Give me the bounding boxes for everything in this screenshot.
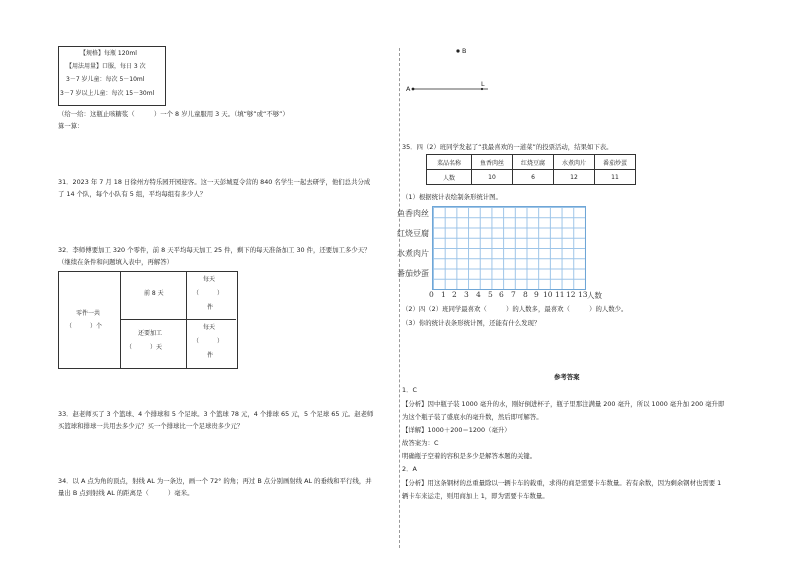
question-34-line-2: 量出 B 点到射线 AL 的距离是（ ）毫米。 [58, 489, 194, 497]
table-header: 番茄炒蛋 [595, 155, 636, 170]
axis-tick: 10 [543, 290, 553, 299]
answer-line: 故答案为：C [402, 439, 439, 447]
q32-per-day-2: 每天 [203, 324, 216, 331]
question-32-line-1: 32．李师傅要加工 320 个零件，前 8 天平均每天加工 25 件，剩下的每天准备加工 30 件，还要加工多少天？ [58, 246, 371, 254]
answer-line: 1．C [402, 386, 417, 394]
calc-title: 算一算： [58, 122, 84, 130]
table-header: 鱼香肉丝 [472, 155, 513, 170]
chart-row-label: 番茄炒蛋 [397, 269, 429, 278]
table-cell: 6 [513, 170, 554, 185]
sub-question-3: （3）你的统计表条形统计图，还能有什么发现？ [402, 319, 541, 327]
chart-row-label: 红烧豆腐 [397, 229, 429, 238]
axis-tick: 3 [464, 290, 469, 299]
label-line-3: 3－7 岁儿童：每次 5－10ml [66, 76, 145, 83]
label-line-4: 3－7 岁以上儿童：每次 15－30ml [60, 90, 155, 97]
axis-tick: 12 [566, 290, 576, 299]
question-32-line-2: （继续在条件和问题填入表中，再解答） [58, 258, 174, 266]
question-35: 35．四（2）班同学发起了“我最喜欢的一道菜”的投票活动，结果如下表。 [402, 143, 613, 151]
axis-tick: 2 [452, 290, 457, 299]
ray-figure [402, 44, 502, 96]
question-30-tail: （给一给：这瓶止咳糖浆（ ）一个 8 岁儿童服用 3 天。（填“够”或“不够”） [58, 110, 289, 118]
sub-question-1: （1）根据统计表绘制条形统计图。 [402, 193, 502, 201]
answer-line: 2．A [402, 465, 417, 473]
axis-tick: 8 [523, 290, 528, 299]
q32-first-days: 前 8 天 [144, 290, 164, 297]
q32-total-unit: （ ）个 [66, 323, 103, 330]
point-l-label: L [481, 80, 485, 88]
question-33-line-1: 33．赵老师买了 3 个篮球、4 个排球和 5 个足球。3 个篮球 78 元，4 个排球 65 元，5 个足球 65 元。赵老师 [58, 410, 374, 418]
q32-remain: 还要加工 [138, 330, 163, 337]
table-cell: 12 [554, 170, 595, 185]
answers-title: 参考答案 [554, 373, 580, 381]
question-31-line-2: 了 14 个队，每个小队有 5 组，平均每组有多少人？ [58, 190, 207, 198]
q32-per-day-2-val: （ ） [193, 338, 224, 345]
point-l [481, 88, 483, 90]
question-33-line-2: 买篮球和排球一共用去多少元？买一个排球比一个足球贵多少元？ [58, 422, 244, 430]
q32-per-day-val: （ ） [193, 290, 224, 297]
table-header: 菜品名称 [427, 155, 472, 170]
table-row-label: 人数 [427, 170, 472, 185]
bar-chart-grid[interactable] [432, 206, 586, 290]
table-header: 红烧豆腐 [513, 155, 554, 170]
axis-tick: 0 [429, 290, 434, 299]
axis-tick: 4 [476, 290, 481, 299]
sub-question-2: （2）四（2）班同学最喜欢（ ）的人数多，最喜欢（ ）的人数少。 [402, 305, 628, 313]
q32-remain-unit: （ ）天 [126, 344, 163, 351]
answer-line: 明确瓶子空着的容积是多少是解答本题的关键。 [402, 452, 537, 460]
axis-tick: 11 [555, 290, 565, 299]
answer-line: 【详解】1000＋200＝1200（毫升） [402, 426, 511, 434]
chart-row-label: 水煮肉片 [397, 249, 429, 258]
axis-tick: 5 [488, 290, 493, 299]
axis-tick: 13 [578, 290, 588, 299]
label-line-1: 【规格】每瓶 120ml [80, 50, 137, 57]
point-b-label: B [462, 47, 467, 55]
table-cell: 11 [595, 170, 636, 185]
point-b [456, 49, 459, 52]
q32-per-day-2-unit: 件 [207, 352, 214, 359]
axis-tick: 7 [511, 290, 516, 299]
answer-line: 【分析】用这条钢材的总重量除以一辆卡车的载重，求得的商是需要卡车数量。若有余数，因为剩余钢材也需要 1 [402, 479, 722, 487]
answer-line: 辆卡车来运走，则用商加上 1，即为需要卡车数量。 [402, 492, 549, 500]
axis-tick: 6 [499, 290, 504, 299]
axis-tick: 1 [441, 290, 446, 299]
table-header: 水煮肉片 [554, 155, 595, 170]
table-cell: 10 [472, 170, 513, 185]
question-31-line-1: 31．2023 年 7 月 18 日徐州方特乐园开园迎客。这一天彭城夏令营的 840 名学生一起去研学，他们总共分成 [58, 178, 371, 186]
q32-per-day-unit: 件 [207, 304, 214, 311]
point-a-label: A [406, 85, 411, 93]
answer-line: 为这个瓶子装了盛底水的毫升数，然后即可解答。 [402, 413, 543, 421]
vote-table [426, 154, 636, 185]
answer-line: 【分析】因中瓶子装 1000 毫升的水，刚好倒进杯子，瓶子里那注满量 200 毫升，所以 1000 毫升加 200 毫升即 [402, 400, 725, 408]
q32-per-day: 每天 [203, 276, 216, 283]
axis-unit: 人数 [587, 291, 602, 300]
label-line-2: 【用法用量】口服，每日 3 次 [66, 63, 146, 70]
q32-total-label: 零件一共 [76, 310, 101, 317]
question-34-line-1: 34．以 A 点为角的顶点，射线 AL 为一条边，画一个 72° 的角；再过 B 点分别画射线 AL 的垂线和平行线，并 [58, 477, 372, 485]
page-divider [399, 48, 400, 548]
chart-row-label: 鱼香肉丝 [397, 209, 429, 218]
axis-tick: 9 [534, 290, 539, 299]
